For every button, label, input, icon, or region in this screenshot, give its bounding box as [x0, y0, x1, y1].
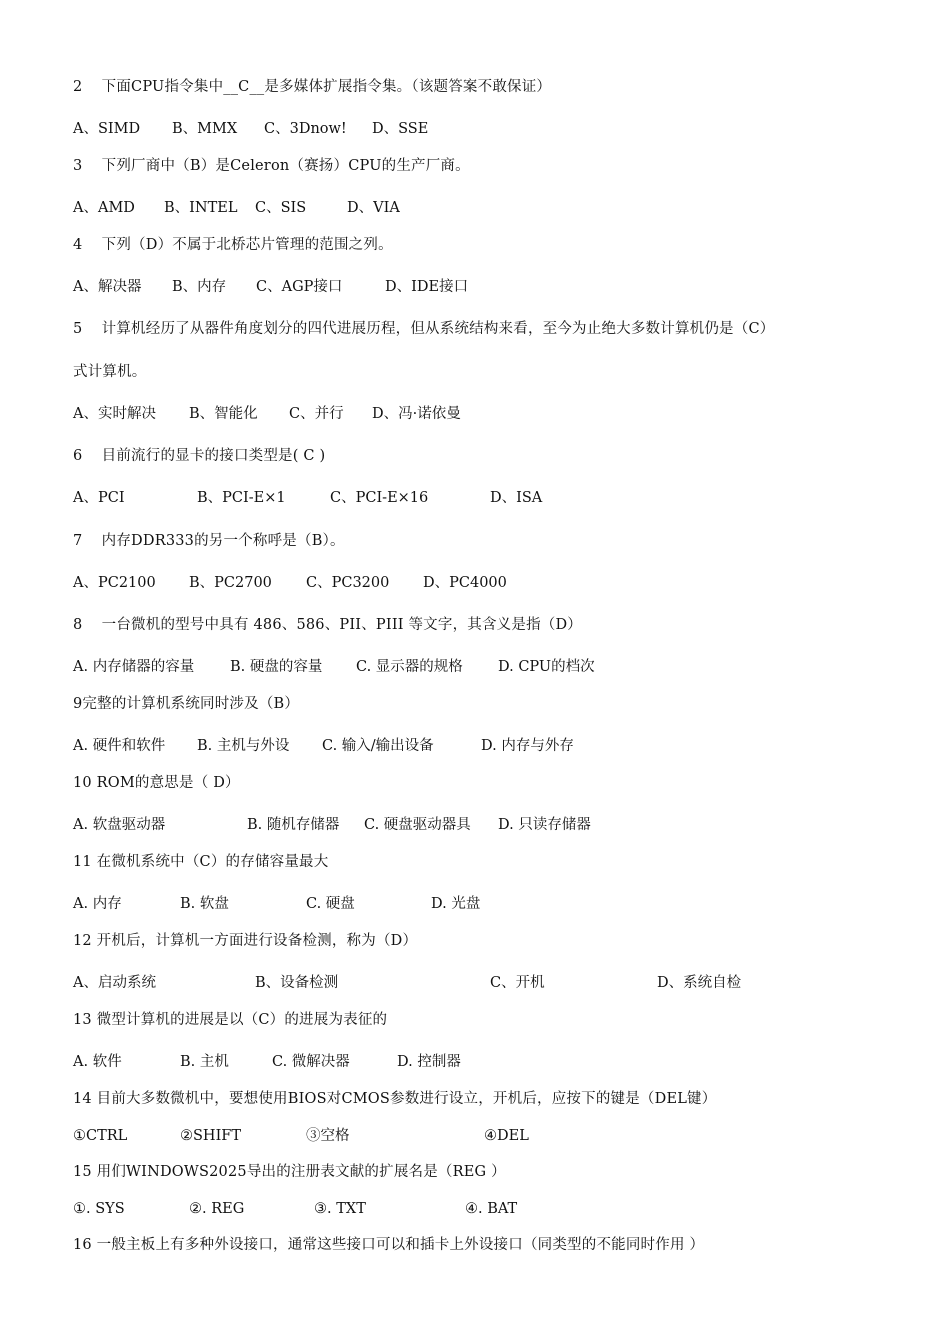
option-a: A. 内存 — [73, 896, 122, 912]
option-c: C、开机 — [490, 975, 545, 991]
option-d: D、冯·诺依曼 — [372, 406, 461, 422]
option-c: C. 显示器的规格 — [356, 659, 463, 675]
option-c: C、AGP接口 — [256, 279, 343, 295]
option-b: B、MMX — [172, 121, 238, 137]
option-c: C. 输入/输出设备 — [322, 738, 434, 754]
option-c: C. 硬盘 — [306, 896, 355, 912]
option-c: C、3Dnow! — [264, 121, 347, 137]
option-3: ③. TXT — [314, 1201, 366, 1217]
option-c: C. 微解决器 — [272, 1054, 350, 1070]
option-d: D. 控制器 — [397, 1054, 461, 1070]
options-row — [73, 815, 591, 835]
option-1: ①. SYS — [73, 1201, 125, 1217]
option-c: C、并行 — [289, 406, 344, 422]
option-a: A、SIMD — [73, 121, 141, 137]
options-row — [73, 488, 543, 508]
option-a: A、PC2100 — [73, 575, 156, 591]
option-a: A、PCI — [73, 490, 125, 506]
option-b: B、内存 — [172, 279, 227, 295]
question-stem: 7 内存DDR333的另一个称呼是（B）。 — [73, 533, 345, 549]
option-4: ④DEL — [484, 1128, 529, 1144]
options-row — [73, 894, 481, 914]
options-row — [73, 573, 507, 593]
option-b: B、INTEL — [164, 200, 238, 216]
options-row — [73, 973, 742, 993]
option-c: C、PC3200 — [306, 575, 390, 591]
option-a: A. 内存储器的容量 — [73, 659, 195, 675]
option-d: D、系统自检 — [657, 975, 742, 991]
option-b: B、智能化 — [189, 406, 258, 422]
option-a: A、启动系统 — [73, 975, 156, 991]
question-stem: 6 目前流行的显卡的接口类型是( C ) — [73, 448, 326, 464]
question-stem: 14 目前大多数微机中，要想使用BIOS对CMOS参数进行设立，开机后，应按下的键是（DEL键） — [73, 1091, 717, 1107]
option-b: B、设备检测 — [255, 975, 339, 991]
question-stem: 9完整的计算机系统同时涉及（B） — [73, 696, 300, 712]
option-b: B. 软盘 — [180, 896, 229, 912]
options-row — [73, 1199, 518, 1219]
options-row — [73, 657, 595, 677]
option-b: B. 硬盘的容量 — [230, 659, 323, 675]
options-row — [73, 404, 461, 424]
option-1: ①CTRL — [73, 1128, 128, 1144]
question-stem: 4 下列（D）不属于北桥芯片管理的范围之列。 — [73, 237, 393, 253]
option-3: ③空格 — [306, 1128, 350, 1144]
option-b: B. 随机存储器 — [247, 817, 340, 833]
question-stem: 11 在微机系统中（C）的存储容量最大 — [73, 854, 329, 870]
option-b: B. 主机与外设 — [197, 738, 290, 754]
option-a: A. 软件 — [73, 1054, 122, 1070]
option-a: A、AMD — [73, 200, 135, 216]
option-d: D、ISA — [490, 490, 543, 506]
option-d: D、PC4000 — [423, 575, 507, 591]
options-row — [73, 198, 400, 218]
option-d: D. 内存与外存 — [481, 738, 574, 754]
options-row — [73, 736, 574, 756]
options-row — [73, 1126, 529, 1146]
option-d: D、IDE接口 — [385, 279, 469, 295]
option-d: D. 光盘 — [431, 896, 481, 912]
option-b: B. 主机 — [180, 1054, 229, 1070]
option-c: C、SIS — [255, 200, 307, 216]
question-stem: 16 一般主板上有多种外设接口，通常这些接口可以和插卡上外设接口（同类型的不能同时作用 ） — [73, 1237, 705, 1253]
options-row — [73, 277, 469, 297]
option-4: ④. BAT — [465, 1201, 518, 1217]
option-d: D. 只读存储器 — [498, 817, 591, 833]
question-stem: 15 用们WINDOWS2025导出的注册表文献的扩展名是（REG ） — [73, 1164, 506, 1180]
option-d: D、VIA — [347, 200, 400, 216]
option-c: C、PCI-E×16 — [330, 490, 429, 506]
question-stem: 2 下面CPU指令集中__C__是多媒体扩展指令集。（该题答案不敢保证） — [73, 79, 552, 95]
option-d: D、SSE — [372, 121, 429, 137]
question-stem: 10 ROM的意思是（ D） — [73, 775, 240, 791]
question-stem-continued: 式计算机。 — [73, 364, 147, 380]
options-row — [73, 1052, 461, 1072]
option-c: C. 硬盘驱动器具 — [364, 817, 471, 833]
option-a: A、解决器 — [73, 279, 142, 295]
option-2: ②SHIFT — [180, 1128, 242, 1144]
option-a: A. 软盘驱动器 — [73, 817, 166, 833]
question-stem: 3 下列厂商中（B）是Celeron（赛扬）CPU的生产厂商。 — [73, 158, 470, 174]
option-b: B、PC2700 — [189, 575, 272, 591]
question-stem: 12 开机后，计算机一方面进行设备检测，称为（D） — [73, 933, 418, 949]
question-stem: 5 计算机经历了从器件角度划分的四代进展历程，但从系统结构来看，至今为止绝大多数计算机仍是（C） — [73, 321, 775, 337]
question-stem: 8 一台微机的型号中具有 486、586、PII、PIII 等文字，其含义是指（D） — [73, 617, 583, 633]
option-a: A、实时解决 — [73, 406, 156, 422]
options-row — [73, 119, 429, 139]
option-d: D. CPU的档次 — [498, 659, 595, 675]
question-stem: 13 微型计算机的进展是以（C）的进展为表征的 — [73, 1012, 388, 1028]
option-b: B、PCI-E×1 — [197, 490, 286, 506]
option-2: ②. REG — [189, 1201, 245, 1217]
option-a: A. 硬件和软件 — [73, 738, 166, 754]
